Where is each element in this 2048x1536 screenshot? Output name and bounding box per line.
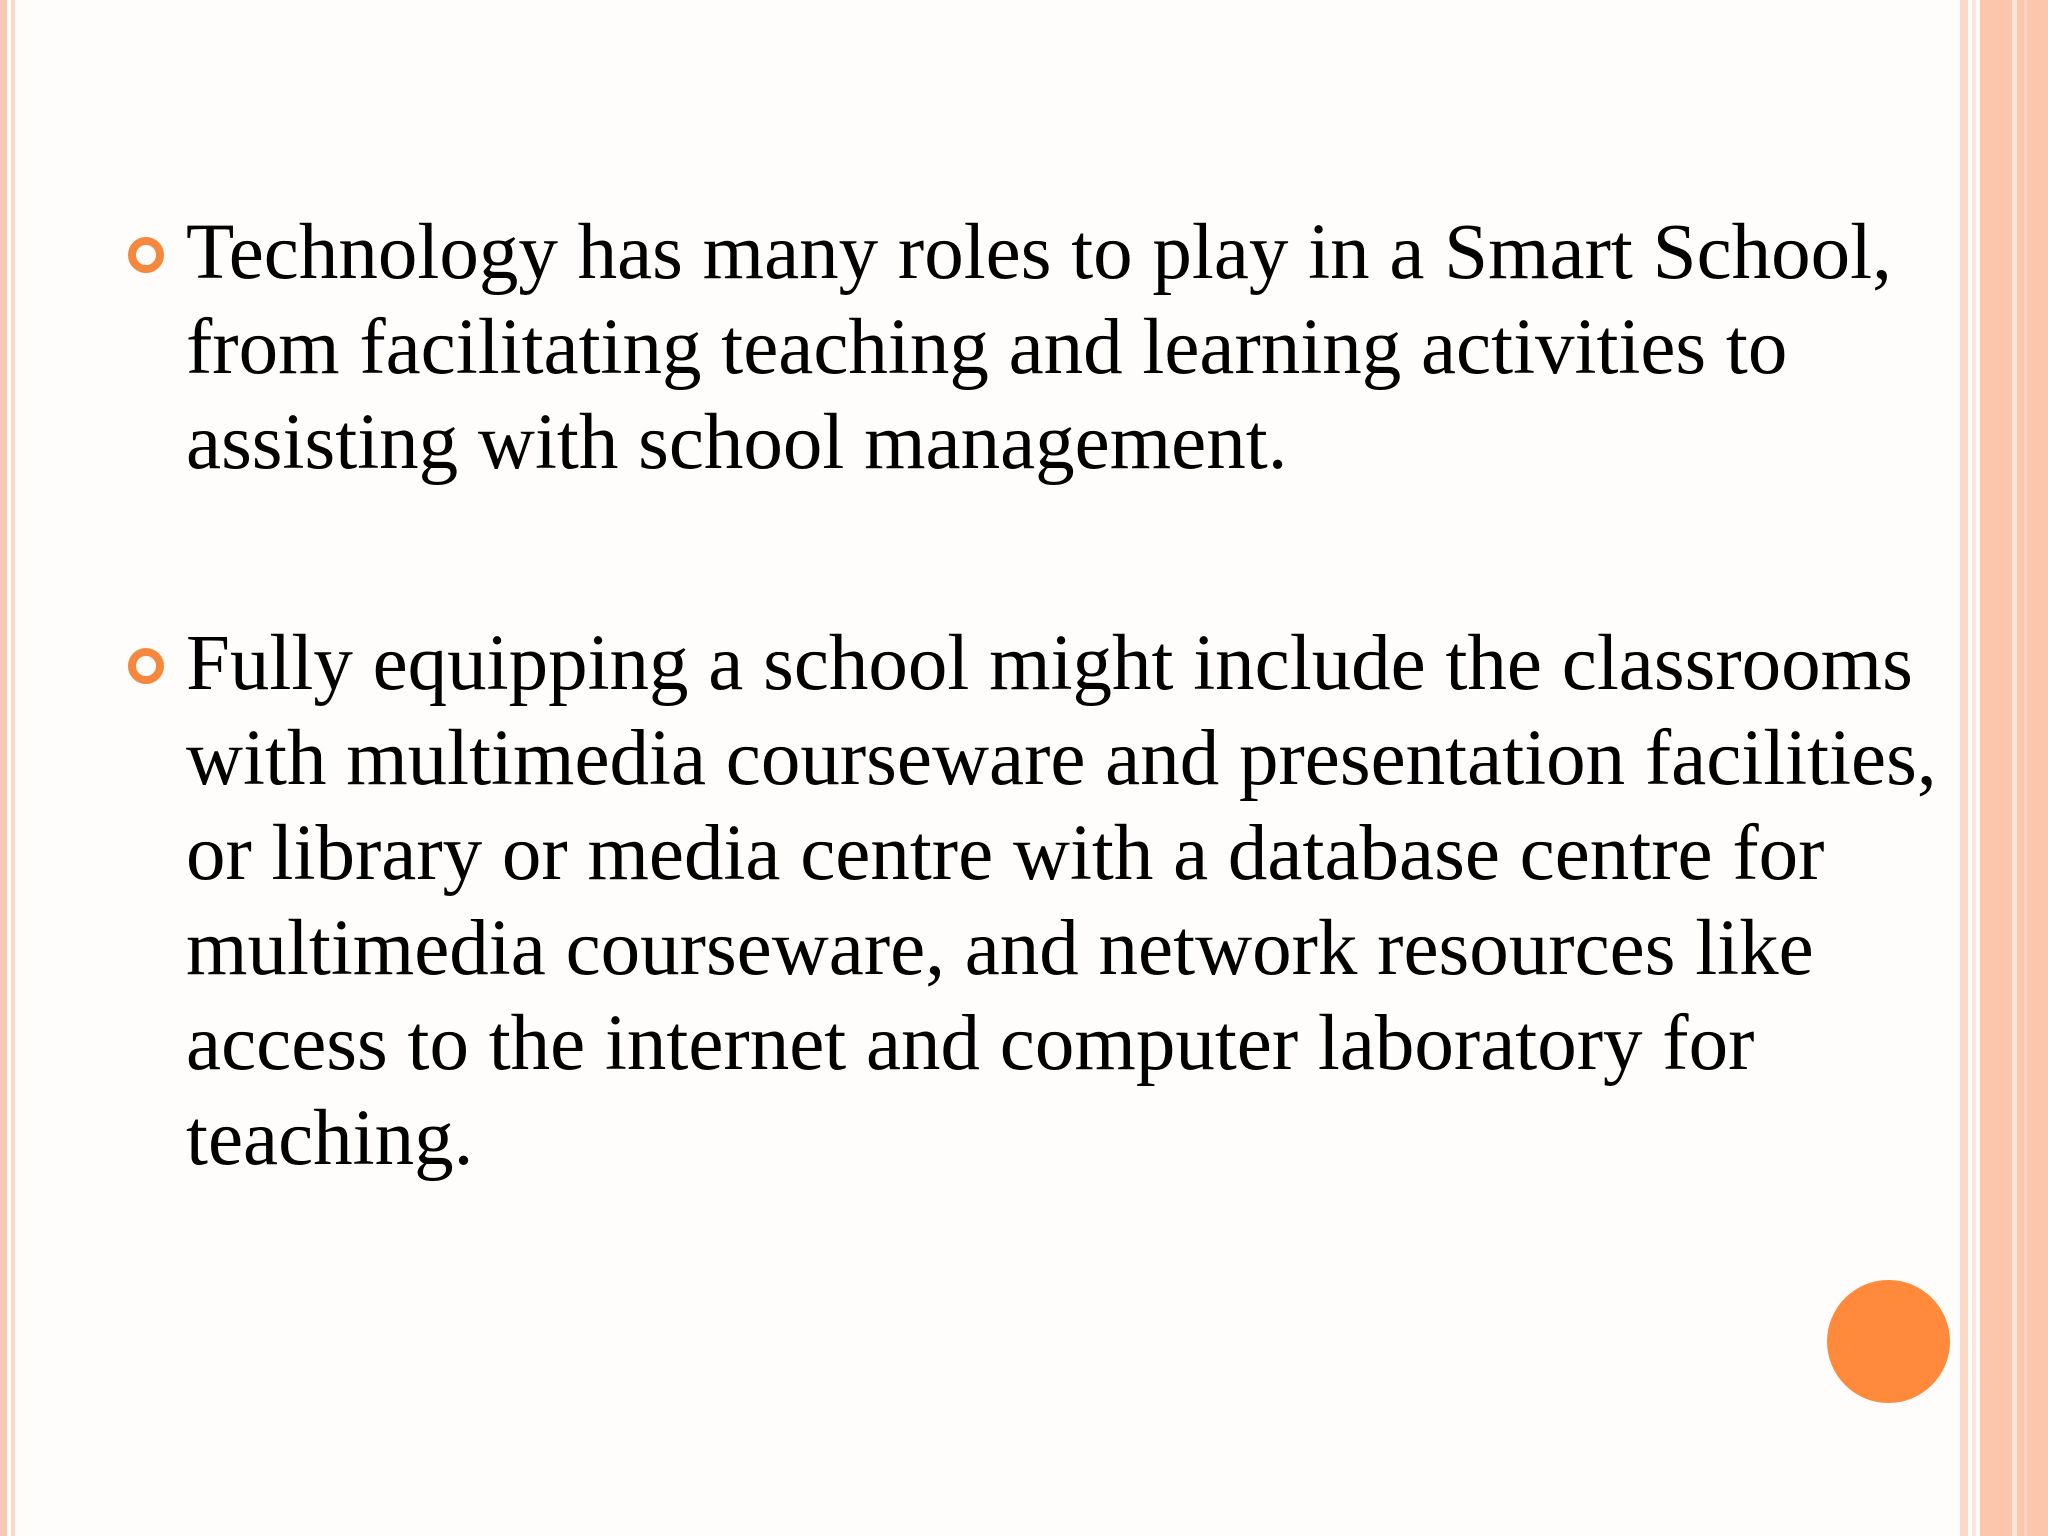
left-border-stripe <box>11 0 15 1536</box>
bullet-item <box>126 616 1956 1186</box>
ring-bullet-icon <box>128 648 164 684</box>
slide-body <box>126 205 1956 1312</box>
bullet-item <box>126 205 1956 490</box>
right-border-stripe <box>2024 0 2027 1536</box>
bullet-text: Fully equipping a school might include the classrooms with multimedia courseware and presentation facilities, or library or media centre with a database centre for multimedia courseware, and network resources like access to the internet and computer laboratory for teaching. <box>186 620 1937 1182</box>
right-border-stripe <box>1960 0 1968 1536</box>
ring-bullet-icon <box>128 237 164 273</box>
decorative-circle <box>1827 1280 1950 1403</box>
right-border-stripe <box>1972 0 1976 1536</box>
left-border-stripe <box>0 0 7 1536</box>
right-border-stripe <box>2012 0 2017 1536</box>
bullet-text: Technology has many roles to play in a Smart School, from facilitating teaching and learning activities to assisting with school management. <box>186 209 1892 486</box>
